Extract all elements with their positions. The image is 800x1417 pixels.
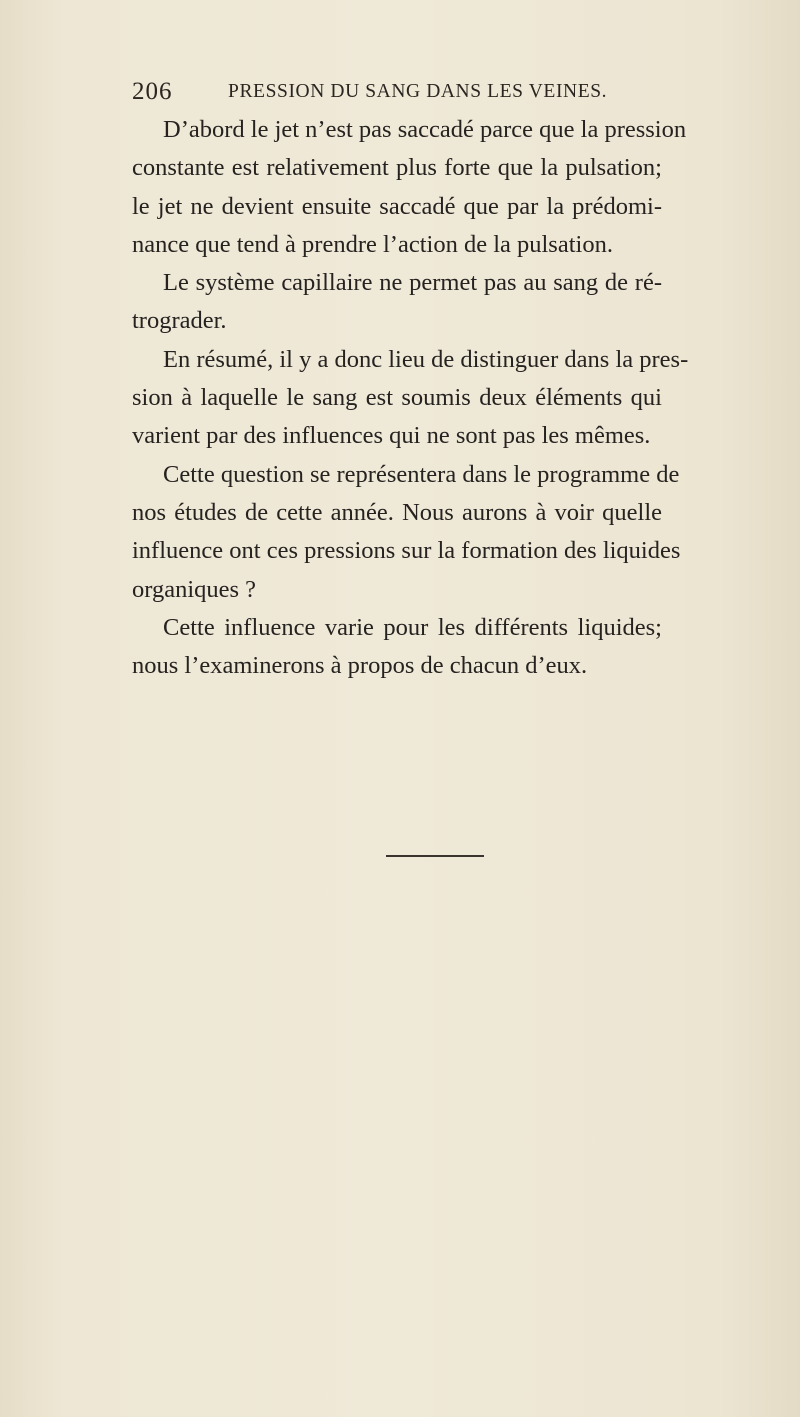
text-line: Le système capillaire ne permet pas au sang de ré- — [163, 269, 662, 297]
text-line: le jet ne devient ensuite saccadé que par la prédomi- — [132, 192, 662, 220]
text-line: nance que tend à prendre l’action de la pulsation. — [132, 230, 613, 258]
text-line: organiques ? — [132, 575, 257, 603]
text-line: trograder. — [132, 307, 227, 335]
section-divider — [386, 855, 484, 857]
text-line: En résumé, il y a donc lieu de distinguer dans la pres- — [163, 345, 689, 373]
body-text — [132, 111, 689, 685]
text-line: nous l’examinerons à propos de chacun d’eux. — [132, 652, 588, 680]
page-number: 206 — [132, 78, 173, 105]
text-line: influence ont ces pressions sur la formation des liquides — [132, 537, 681, 565]
text-line: varient par des influences qui ne sont pas les mêmes. — [132, 422, 651, 450]
text-line: nos études de cette année. Nous aurons à voir quelle — [132, 498, 662, 526]
text-line: Cette influence varie pour les différents liquides; — [163, 613, 662, 641]
page-header — [132, 78, 652, 110]
running-title: PRESSION DU SANG DANS LES VEINES. — [228, 81, 608, 102]
text-line: D’abord le jet n’est pas saccadé parce que la pression — [163, 116, 687, 143]
text-line: sion à laquelle le sang est soumis deux éléments qui — [132, 384, 662, 412]
text-line: constante est relativement plus forte que la pulsation; — [132, 154, 662, 182]
text-line: Cette question se représentera dans le programme de — [163, 460, 680, 488]
